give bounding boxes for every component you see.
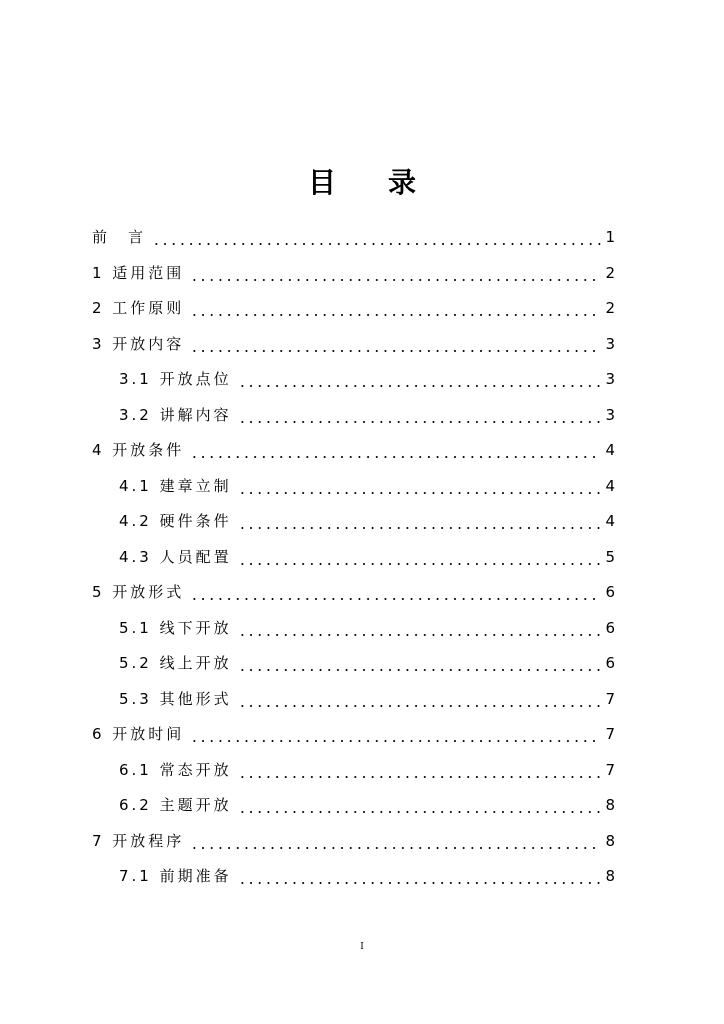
toc-dot-leader — [238, 421, 602, 423]
toc-dot-leader — [238, 882, 602, 884]
toc-entry[interactable] — [92, 719, 615, 749]
toc-entry-label: 5.1 线下开放 — [119, 618, 232, 637]
toc-entry-label: 6.2 主题开放 — [119, 796, 232, 814]
toc-subentry[interactable] — [119, 684, 615, 714]
toc-dot-leader — [190, 314, 601, 316]
toc-entry-label: 4.3 人员配置 — [119, 547, 232, 566]
toc-subentry[interactable] — [119, 542, 615, 572]
toc-dot-leader — [190, 598, 601, 600]
toc-entry-label: 3.2 讲解内容 — [119, 405, 232, 424]
toc-entry-page: 4 — [605, 441, 615, 459]
toc-entry-label: 5.2 线上开放 — [119, 654, 232, 672]
toc-dot-leader — [190, 456, 601, 458]
toc-entry-page: 6 — [605, 583, 615, 601]
toc-subentry[interactable] — [119, 648, 615, 678]
toc-entry[interactable] — [92, 293, 615, 323]
toc-entry-label: 4 开放条件 — [92, 441, 185, 459]
toc-entry-page: 7 — [605, 689, 615, 708]
toc-entry[interactable] — [92, 329, 615, 359]
toc-entry-label: 6.1 常态开放 — [119, 760, 232, 779]
toc-dot-leader — [238, 385, 602, 387]
toc-entry-page: 7 — [605, 760, 615, 779]
toc-subentry[interactable] — [119, 790, 615, 820]
toc-subentry[interactable] — [119, 471, 615, 501]
toc-entry-label: 7.1 前期准备 — [119, 867, 232, 885]
toc-entry[interactable] — [92, 435, 615, 465]
toc-entry-label: 4.1 建章立制 — [119, 476, 232, 495]
toc-entry-page: 5 — [605, 547, 615, 566]
toc-entry[interactable] — [92, 258, 615, 288]
page-number: I — [360, 942, 364, 952]
toc-entry-label: 1 适用范围 — [92, 263, 185, 282]
toc-entry-label: 6 开放时间 — [92, 725, 185, 743]
toc-dot-leader — [190, 847, 601, 849]
toc-entry-page: 7 — [605, 725, 615, 743]
toc-subentry[interactable] — [119, 755, 615, 785]
toc-dot-leader — [238, 563, 602, 565]
toc-dot-leader — [238, 776, 602, 778]
toc-entry-page: 1 — [605, 228, 615, 246]
toc-entry-label: 2 工作原则 — [92, 299, 185, 317]
toc-entry-page: 4 — [605, 476, 615, 495]
toc-dot-leader — [190, 279, 601, 281]
toc-entry-page: 3 — [605, 334, 615, 353]
toc-entry-page: 2 — [605, 299, 615, 317]
toc-entry-page: 8 — [605, 867, 615, 885]
toc-subentry[interactable] — [119, 613, 615, 643]
toc-entry[interactable] — [92, 826, 615, 856]
toc-subentry[interactable] — [119, 861, 615, 891]
toc-dot-leader — [238, 669, 602, 671]
toc-entry-label: 7 开放程序 — [92, 831, 185, 850]
toc-dot-leader — [190, 350, 601, 352]
toc-dot-leader — [238, 811, 602, 813]
toc-entry-page: 2 — [605, 263, 615, 282]
toc-dot-leader — [152, 243, 601, 245]
toc-subentry[interactable] — [119, 364, 615, 394]
toc-dot-leader — [238, 527, 602, 529]
toc-entry-page: 6 — [605, 618, 615, 637]
toc-dot-leader — [238, 492, 602, 494]
toc-subentry[interactable] — [119, 506, 615, 536]
toc-entry-page: 8 — [605, 796, 615, 814]
toc-subentry[interactable] — [119, 400, 615, 430]
toc-dot-leader — [190, 740, 601, 742]
toc-entry-label: 3 开放内容 — [92, 334, 185, 353]
toc-entry-label: 5.3 其他形式 — [119, 689, 232, 708]
toc-entry-page: 3 — [605, 370, 615, 388]
toc-title: 目录 — [307, 165, 468, 199]
toc-entry-label: 3.1 开放点位 — [119, 370, 232, 388]
toc-dot-leader — [238, 705, 602, 707]
toc-entry[interactable] — [92, 577, 615, 607]
toc-entry-page: 4 — [605, 512, 615, 530]
toc-entry-page: 6 — [605, 654, 615, 672]
toc-entry-page: 8 — [605, 831, 615, 850]
toc-entry-label: 4.2 硬件条件 — [119, 512, 232, 530]
toc-entry-label: 5 开放形式 — [92, 583, 185, 601]
toc-entry[interactable] — [92, 222, 615, 252]
toc-entry-page: 3 — [605, 405, 615, 424]
toc-entry-label: 前 言 — [92, 228, 147, 246]
toc-dot-leader — [238, 634, 602, 636]
